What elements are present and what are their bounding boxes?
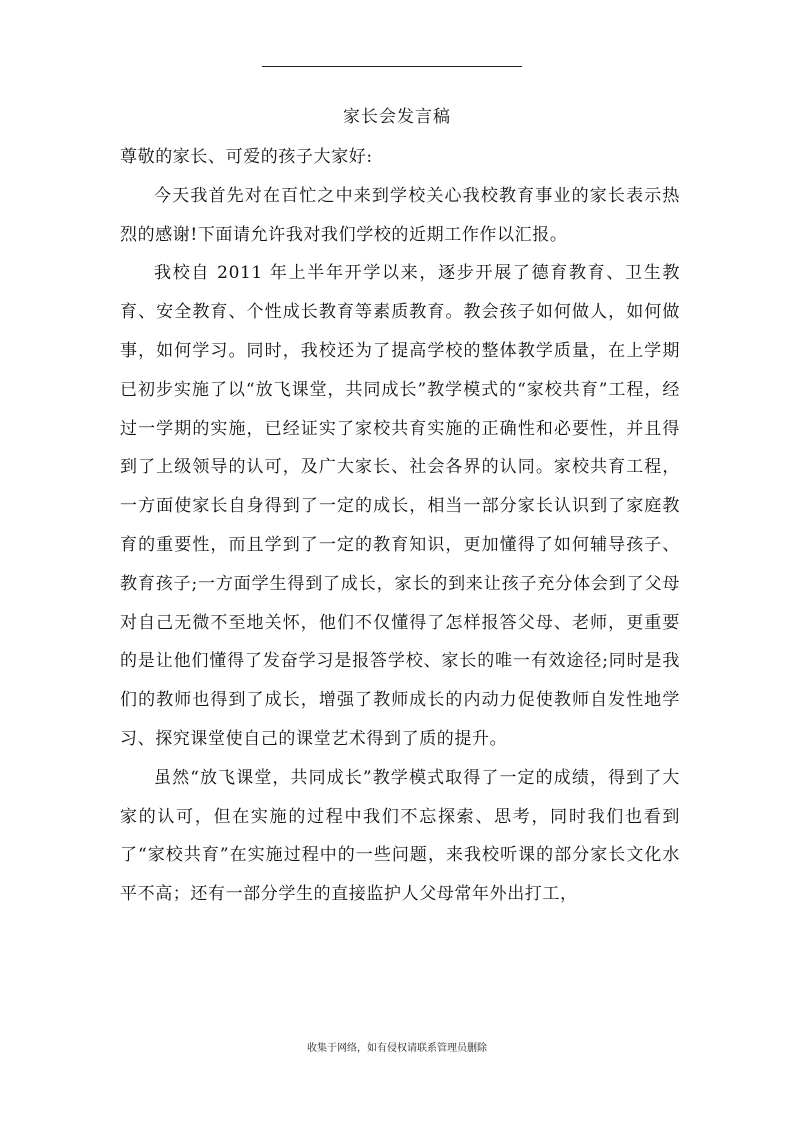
paragraph-1: 今天我首先对在百忙之中来到学校关心我校教育事业的家长表示热烈的感谢!下面请允许我对我们学校的近期工作作以汇报。 — [120, 185, 680, 245]
footer-note: 收集于网络，如有侵权请联系管理员删除 — [307, 1043, 487, 1054]
document-title: 家长会发言稿 — [343, 107, 451, 127]
greeting-line: 尊敬的家长、可爱的孩子大家好: — [120, 147, 373, 167]
paragraph-2: 我校自 2011 年上半年开学以来，逐步开展了德育教育、卫生教育、安全教育、个性成长教育等素质教育。教会孩子如何做人，如何做事，如何学习。同时，我校还为了提高学校的整体教学质量，在上学期已初步实施了以“放飞课堂，共同成长”教学模式的“家校共育”工程，经过一学期的实施，已经证实了家校共育实施的正确性和必要性，并且得到了上级领导的认可，及广大家长、社会各界的认同。家校共育工程，一方面使家长自身得到了一定的成长，相当一部分家长认识到了家庭教育的重要性，而且学到了一定的教育知识，更加懂得了如何辅导孩子、教育孩子;一方面学生得到了成长，家长的到来让孩子充分体会到了父母对自己无微不至地关怀，他们不仅懂得了怎样报答父母、老师，更重要的是让他们懂得了发奋学习是报答学校、家长的唯一有效途径;同时是我们的教师也得到了成长，增强了教师成长的内动力促使教师自发性地学习、探究课堂使自己的课堂艺术得到了质的提升。 — [120, 263, 680, 749]
header-rule — [262, 66, 522, 67]
paragraph-3: 虽然“放飞课堂，共同成长”教学模式取得了一定的成绩，得到了大家的认可，但在实施的过程中我们不忘探索、思考，同时我们也看到了“家校共育”在实施过程中的一些问题，来我校听课的部分家长文化水平不高；还有一部分学生的直接监护人父母常年外出打工， — [120, 767, 680, 905]
document-body — [120, 138, 680, 914]
